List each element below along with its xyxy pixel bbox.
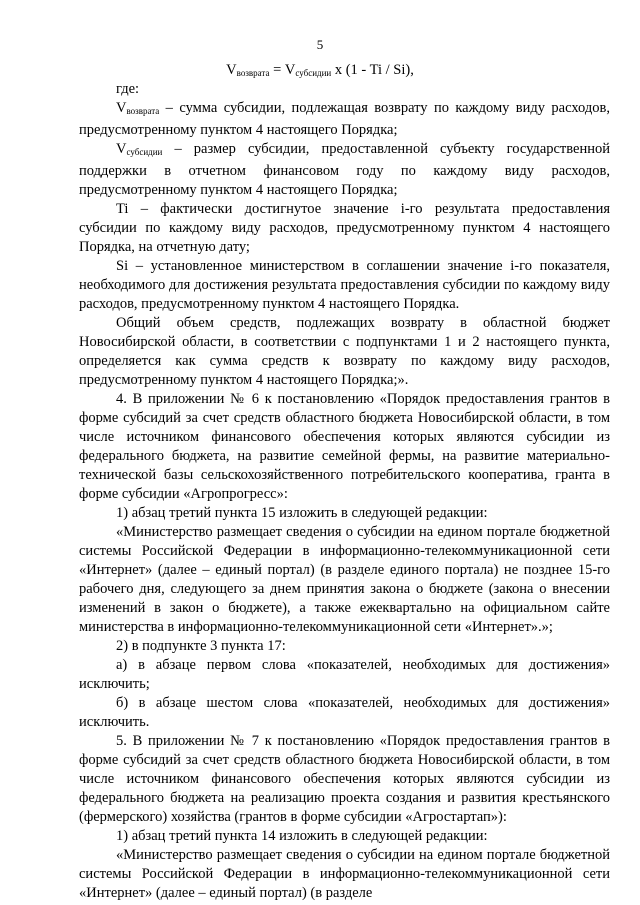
item-5: 5. В приложении № 7 к постановлению «Порядок предоставления грантов в форме субсидий за счет средств областного бюджета Новосибирской области, в том числе источником финансового обеспечения которых являются субсидии из федерального бюджета на реализацию проекта создания и развития крестьянского (фермерского) хозяйства (грантов в форме субсидии «Агростартап»): (79, 733, 610, 825)
formula-right-sub: субсидии (295, 68, 332, 78)
formula-left-var: V (226, 62, 237, 78)
item-5-1-text: «Министерство размещает сведения о субсидии на едином портале бюджетной системы Российской Федерации в информационно-телекоммуникационной сети «Интернет» (далее – единый портал) (в разделе (79, 847, 610, 901)
total-paragraph: Общий объем средств, подлежащих возврату в областной бюджет Новосибирской области, в соответствии с подпунктами 1 и 2 настоящего пункта, определяется как сумма средств к возврату по каждому виду расходов, предусмотренному пунктом 4 настоящего Порядка;». (79, 315, 610, 388)
document-body (79, 80, 610, 903)
def-text: – сумма субсидии, подлежащая возврату по каждому виду расходов, предусмотренному пунктом 4 настоящего Порядка; (79, 100, 610, 138)
def-sub: субсидии (126, 147, 163, 157)
definition-v-vozvrata (79, 99, 610, 140)
return-formula (0, 62, 640, 79)
definition-ti: Ti – фактически достигнутое значение i-го результата предоставления субсидии по каждому виду расходов, предусмотренному пунктом 4 настоящего Порядка, на отчетную дату; (79, 201, 610, 255)
item-4-1-text: «Министерство размещает сведения о субсидии на едином портале бюджетной системы Российской Федерации в информационно-телекоммуникационной сети «Интернет» (далее – единый портал) (в разделе единого портала) не позднее 15-го рабочего дня, следующего за днем принятия закона о бюджете (закона о внесении изменений в закон о бюджете), а также ежеквартально на официальном сайте министерства в информационно-телекоммуникационной сети «Интернет».»; (79, 524, 610, 635)
item-5-1: 1) абзац третий пункта 14 изложить в следующей редакции: (116, 828, 488, 844)
item-4-2-b: б) в абзаце шестом слова «показателей, необходимых для достижения» исключить. (79, 695, 610, 730)
item-4-1: 1) абзац третий пункта 15 изложить в следующей редакции: (116, 505, 488, 521)
item-4-2: 2) в подпункте 3 пункта 17: (116, 638, 286, 654)
def-var: V (116, 100, 127, 116)
formula-right-var: V (284, 62, 296, 78)
page-number: 5 (316, 37, 324, 52)
item-4-2-a: а) в абзаце первом слова «показателей, необходимых для достижения» исключить; (79, 657, 610, 692)
def-text: – размер субсидии, предоставленной субъекту государственной поддержки в отчетном финансовом году по каждому виду расходов, предусмотренному пунктом 4 настоящего Порядка; (79, 141, 610, 198)
formula-equals: = (269, 62, 285, 78)
formula-left-sub: возврата (236, 68, 270, 78)
definition-v-subsidii (79, 140, 610, 200)
item-4: 4. В приложении № 6 к постановлению «Порядок предоставления грантов в форме субсидий за счет средств областного бюджета Новосибирской области, в том числе источником финансового обеспечения которых являются субсидии из федерального бюджета, на развитие семейной фермы, на развитие материально-технической базы сельскохозяйственного потребительского кооператива, гранта в форме субсидии «Агропрогресс»: (79, 391, 610, 502)
formula-rest: x (1 - Ti / Si), (331, 62, 414, 78)
def-sub: возврата (126, 106, 160, 116)
def-var: V (116, 141, 127, 157)
where-label: где: (116, 81, 140, 97)
definition-si: Si – установленное министерством в соглашении значение i-го показателя, необходимого для достижения результата предоставления субсидии по каждому виду расходов, предусмотренному пунктом 4 настоящего Порядка. (79, 258, 610, 312)
